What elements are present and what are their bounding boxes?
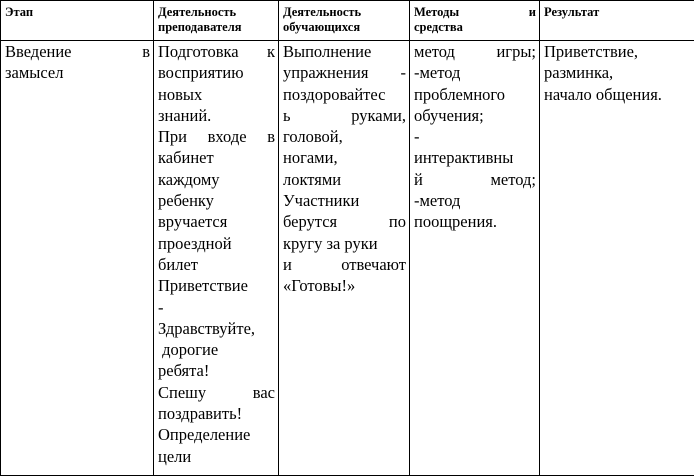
- teacher-line: При входе в: [158, 127, 275, 147]
- header-methods-line-1: Методы и: [414, 5, 536, 19]
- stage-line: замысел: [5, 63, 64, 83]
- cell-teacher-activity: [154, 41, 279, 476]
- teacher-line: дорогие: [158, 340, 219, 360]
- cell-student-activity: [279, 41, 410, 476]
- teacher-line: кабинет: [158, 148, 214, 168]
- students-line: ь руками,: [283, 105, 406, 125]
- methods-line: -: [414, 127, 420, 147]
- result-line: Приветствие,: [544, 42, 639, 61]
- methods-line: -метод: [414, 63, 461, 83]
- teacher-line: -: [158, 297, 164, 317]
- teacher-line: Определение: [158, 425, 251, 445]
- students-line: головой,: [283, 127, 343, 147]
- students-line: и отвечают: [283, 254, 406, 274]
- result-line: разминка,: [544, 63, 614, 83]
- header-row: [1, 1, 694, 41]
- methods-line: проблемного: [414, 84, 505, 104]
- methods-line: интерактивны: [414, 148, 514, 168]
- students-line: Участники: [283, 191, 360, 211]
- methods-line: -метод: [414, 191, 461, 211]
- cell-result: [540, 41, 694, 476]
- header-methods-line-2: средства: [414, 20, 463, 34]
- header-result: Результат: [540, 1, 694, 41]
- teacher-line: билет: [158, 254, 198, 274]
- teacher-line: поздравить!: [158, 404, 243, 424]
- teacher-line: вручается: [158, 212, 228, 232]
- methods-line: поощрения.: [414, 212, 497, 232]
- teacher-line: цели: [158, 446, 192, 466]
- students-line: поздоровайтес: [283, 84, 386, 104]
- teacher-line: новых: [158, 84, 203, 104]
- methods-line: й метод;: [414, 169, 536, 189]
- methods-line: метод игры;: [414, 42, 536, 61]
- table-row: [1, 41, 694, 476]
- cell-methods: [410, 41, 540, 476]
- students-line: «Готовы!»: [283, 276, 356, 296]
- students-line: берутся по: [283, 212, 406, 232]
- teacher-line: восприятию: [158, 63, 244, 83]
- teacher-line: Приветствие: [158, 276, 248, 296]
- teacher-line: Подготовка к: [158, 42, 275, 61]
- header-teacher-activity: Деятельность преподавателя: [154, 1, 279, 41]
- header-student-activity: Деятельность обучающихся: [279, 1, 410, 41]
- result-line: начало общения.: [544, 84, 662, 104]
- students-line: кругу за руки: [283, 233, 378, 253]
- teacher-line: проездной: [158, 233, 232, 253]
- teacher-line: Здравствуйте,: [158, 318, 256, 338]
- teacher-line: Спешу вас: [158, 382, 275, 402]
- teacher-line: каждому: [158, 169, 220, 189]
- header-methods: [410, 1, 540, 41]
- teacher-line: ребенку: [158, 191, 214, 211]
- students-line: упражнения -: [283, 63, 406, 83]
- students-line: локтями: [283, 169, 342, 189]
- teacher-line: знаний.: [158, 105, 212, 125]
- header-stage: Этап: [1, 1, 154, 41]
- teacher-line: ребята!: [158, 361, 210, 381]
- methods-line: обучения;: [414, 105, 484, 125]
- students-line: Выполнение: [283, 42, 372, 61]
- students-line: ногами,: [283, 148, 338, 168]
- cell-stage: [1, 41, 154, 476]
- stage-line: Введение в: [5, 42, 150, 61]
